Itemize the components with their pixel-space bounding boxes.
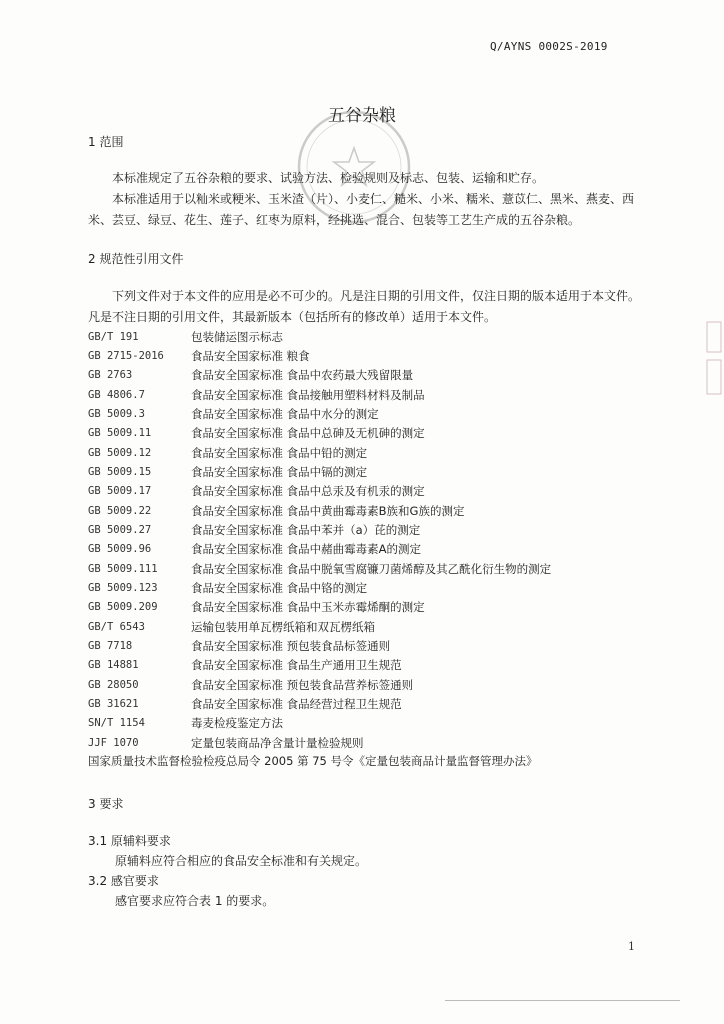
reference-code: GB 31621 [88, 697, 139, 710]
reference-code: GB 14881 [88, 659, 139, 672]
reference-title: 食品安全国家标准 粮食 [191, 348, 310, 363]
reference-title: 食品安全国家标准 食品中苯并（a）芘的测定 [191, 522, 421, 537]
reference-title: 运输包装用单瓦楞纸箱和双瓦楞纸箱 [191, 619, 375, 634]
references-intro: 下列文件对于本文件的应用是必不可少的。凡是注日期的引用文件，仅注日期的版本适用于本文件。凡是不注日期的引用文件，其最新版本（包括所有的修改单）适用于本文件。 [88, 289, 641, 324]
reference-item [88, 733, 648, 752]
reference-item [88, 482, 648, 501]
reference-code: GB 5009.27 [88, 523, 152, 536]
reference-item [88, 346, 648, 365]
reference-title: 食品安全国家标准 食品生产通用卫生规范 [191, 658, 402, 673]
reference-title: 食品安全国家标准 食品中玉米赤霉烯酮的测定 [191, 600, 425, 615]
reference-item [88, 424, 648, 443]
reference-title: 食品安全国家标准 预包装食品标签通则 [191, 638, 391, 653]
reference-code: GB 5009.111 [88, 562, 158, 575]
reference-title: 包装储运图示标志 [191, 329, 283, 344]
reference-item [88, 501, 648, 520]
regulation-note: 国家质量技术监督检验检疫总局令 2005 第 75 号令《定量包装商品计量监督管理办法》 [88, 754, 538, 768]
scan-edge-mark [703, 320, 724, 400]
reference-code: GB 5009.12 [88, 446, 152, 459]
reference-title: 食品安全国家标准 预包装食品营养标签通则 [191, 677, 414, 692]
reference-title: 食品安全国家标准 食品中总汞及有机汞的测定 [191, 484, 425, 499]
reference-item [88, 578, 648, 597]
reference-title: 食品安全国家标准 食品接触用塑料材料及制品 [191, 387, 425, 402]
reference-code: GB 7718 [88, 639, 133, 652]
reference-title: 食品安全国家标准 食品中总砷及无机砷的测定 [191, 426, 425, 441]
reference-item [88, 675, 648, 694]
reference-item [88, 385, 648, 404]
reference-code: SN/T 1154 [88, 717, 145, 730]
reference-title: 食品安全国家标准 食品中镉的测定 [191, 464, 368, 479]
reference-item [88, 656, 648, 675]
page-number: 1 [628, 940, 635, 953]
document-title: 五谷杂粮 [328, 106, 396, 126]
reference-item [88, 404, 648, 423]
section-3-1-text: 原辅料应符合相应的食品安全标准和有关规定。 [115, 854, 368, 868]
reference-code: GB 5009.17 [88, 485, 152, 498]
section-3-2-text: 感官要求应符合表 1 的要求。 [115, 894, 275, 908]
reference-code: GB 28050 [88, 678, 139, 691]
scope-paragraph-2: 本标准适用于以籼米或粳米、玉米渣（片）、小麦仁、糙米、小米、糯米、薏苡仁、黑米、燕麦、西米、芸豆、绿豆、花生、莲子、红枣为原料，经挑选、混合、包装等工艺生产成的五谷杂粮。 [88, 192, 635, 227]
reference-title: 食品安全国家标准 食品中水分的测定 [191, 406, 379, 421]
reference-title: 食品安全国家标准 食品中铅的测定 [191, 445, 368, 460]
reference-item [88, 540, 648, 559]
reference-item [88, 462, 648, 481]
reference-title: 食品安全国家标准 食品中农药最大残留限量 [191, 368, 414, 383]
section-3-heading: 3 要求 [88, 797, 124, 811]
reference-code: GB 5009.123 [88, 581, 158, 594]
reference-code: GB 2715-2016 [88, 349, 164, 362]
footer-rule [445, 1000, 680, 1001]
reference-code: GB 5009.11 [88, 427, 152, 440]
reference-title: 毒麦检疫鉴定方法 [191, 716, 283, 731]
reference-title: 食品安全国家标准 食品中黄曲霉毒素B族和G族的测定 [191, 503, 465, 518]
reference-item [88, 443, 648, 462]
reference-item [88, 366, 648, 385]
reference-item [88, 636, 648, 655]
scope-paragraph-1: 本标准规定了五谷杂粮的要求、试验方法、检验规则及标志、包装、运输和贮存。 [112, 171, 545, 185]
reference-item [88, 327, 648, 346]
reference-code: GB 5009.209 [88, 601, 158, 614]
reference-list [88, 327, 648, 752]
reference-item [88, 598, 648, 617]
reference-title: 定量包装商品净含量计量检验规则 [191, 735, 364, 750]
section-2-heading: 2 规范性引用文件 [88, 252, 184, 266]
reference-code: GB/T 191 [88, 330, 139, 343]
standard-code: Q/AYNS 0002S-2019 [490, 40, 608, 53]
reference-code: GB 5009.3 [88, 407, 145, 420]
reference-item [88, 559, 648, 578]
reference-code: GB 5009.15 [88, 465, 152, 478]
reference-item [88, 694, 648, 713]
reference-title: 食品安全国家标准 食品经营过程卫生规范 [191, 696, 402, 711]
reference-code: JJF 1070 [88, 736, 139, 749]
section-3-2-heading: 3.2 感官要求 [88, 874, 159, 888]
reference-code: GB 2763 [88, 369, 133, 382]
reference-item [88, 520, 648, 539]
reference-code: GB 5009.22 [88, 504, 152, 517]
reference-title: 食品安全国家标准 食品中铬的测定 [191, 580, 368, 595]
reference-item [88, 714, 648, 733]
reference-code: GB 5009.96 [88, 543, 152, 556]
section-3-1-heading: 3.1 原辅料要求 [88, 834, 171, 848]
reference-title: 食品安全国家标准 食品中赭曲霉毒素A的测定 [191, 542, 422, 557]
reference-code: GB/T 6543 [88, 620, 145, 633]
section-1-heading: 1 范围 [88, 135, 124, 149]
reference-title: 食品安全国家标准 食品中脱氧雪腐镰刀菌烯醇及其乙酰化衍生物的测定 [191, 561, 552, 576]
reference-code: GB 4806.7 [88, 388, 145, 401]
reference-item [88, 617, 648, 636]
